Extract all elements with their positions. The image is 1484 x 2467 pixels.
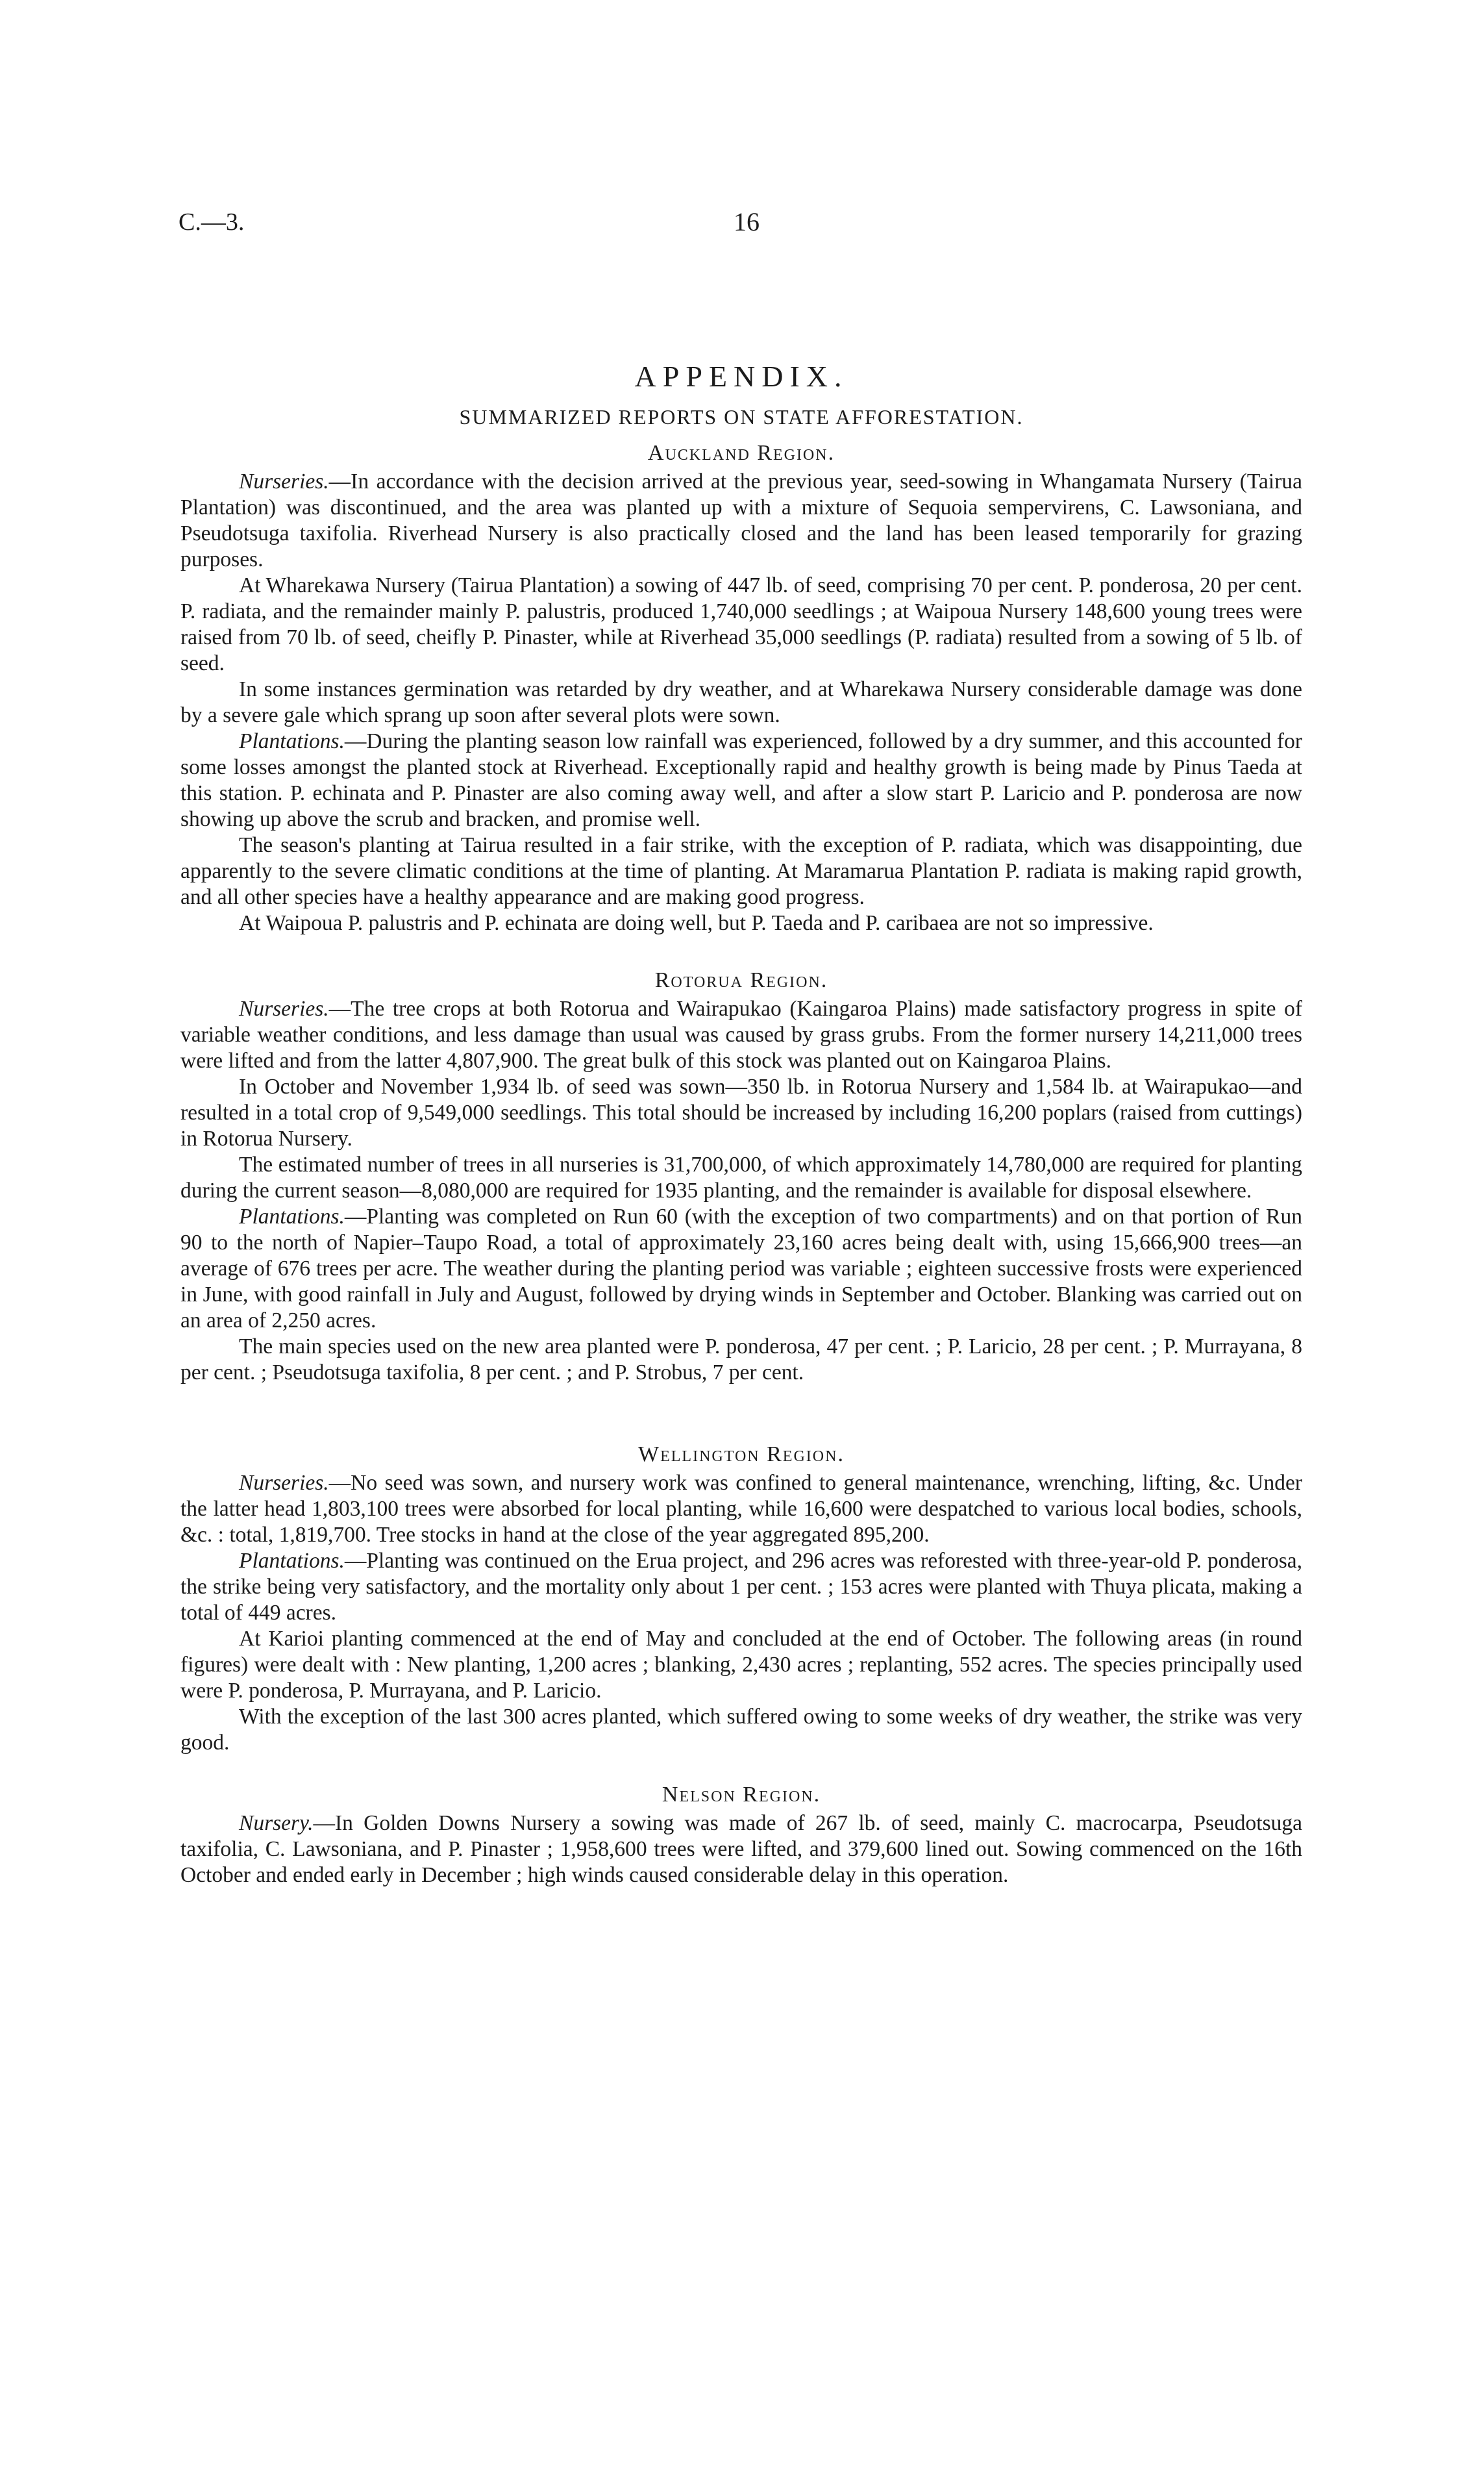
paragraph-lead: Plantations. (239, 729, 345, 753)
paragraph-text: —In accordance with the decision arrived at the previous year, seed-sowing in Whangamata Nursery (Tairua Plantation) was discontinued, and the area was planted up with a mixture of Sequoia sempervirens, C. Lawsoniana, and Pseudotsuga taxifolia. Riverhead Nursery is also practically closed and the land has been leased temporarily for grazing purposes. (180, 470, 1302, 571)
wellington-section (180, 1442, 1302, 1756)
paragraph: In October and November 1,934 lb. of seed was sown—350 lb. in Rotorua Nursery and 1,584 lb. at Wairapukao—and resulted in a total crop of 9,549,000 seedlings. This total should be increased by including 16,200 poplars (raised from cuttings) in Rotorua Nursery. (180, 1075, 1302, 1151)
paragraph-lead: Plantations. (239, 1205, 345, 1229)
paragraph (180, 1470, 1302, 1548)
paragraph (180, 1204, 1302, 1334)
rotorua-section (180, 968, 1302, 1386)
paragraph-lead: Nurseries. (239, 997, 329, 1021)
paragraph: At Wharekawa Nursery (Tairua Plantation) a sowing of 447 lb. of seed, comprising 70 per cent. P. ponderosa, 20 per cent. P. radiata, and the remainder mainly P. palustris, produced 1,740,000 seedlings ; at Waipoua Nursery 148,600 young trees were raised from 70 lb. of seed, cheifly P. Pinaster, while at Riverhead 35,000 seedlings (P. radiata) resulted from a sowing of 5 lb. of seed. (180, 573, 1302, 675)
paragraph-lead: Nursery. (239, 1811, 314, 1835)
paragraph-text: —No seed was sown, and nursery work was confined to general maintenance, wrenching, lifting, &c. Under the latter head 1,803,100 trees were absorbed for local planting, while 16,600 were despatched to various local bodies, schools, &c. : total, 1,819,700. Tree stocks in hand at the close of the year aggregated 895,200. (180, 1471, 1302, 1547)
paragraph-text: —During the planting season low rainfall was experienced, followed by a dry summer, and this accounted for some losses amongst the planted stock at Riverhead. Exceptionally rapid and healthy growth is being made by Pinus Taeda at this station. P. echinata and P. Pinaster are also coming away well, and after a slow start P. Laricio and P. ponderosa are now showing up above the scrub and bracken, and promise well. (180, 729, 1302, 831)
nelson-section (180, 1782, 1302, 1888)
auckland-section (180, 440, 1302, 936)
region-heading-auckland: Auckland Region. (647, 441, 835, 465)
region-heading-rotorua: Rotorua Region. (654, 968, 828, 992)
paragraph: The estimated number of trees in all nurseries is 31,700,000, of which approximately 14,780,000 are required for planting during the current season—8,080,000 are required for 1935 planting, and the remainder is available for disposal elsewhere. (180, 1153, 1302, 1203)
paragraph (180, 1810, 1302, 1888)
region-heading-nelson: Nelson Region. (662, 1783, 821, 1807)
paragraph-text: —The tree crops at both Rotorua and Wairapukao (Kaingaroa Plains) made satisfactory progress in spite of variable weather conditions, and less damage than usual was caused by grass grubs. From the former nursery 14,211,000 trees were lifted and from the latter 4,807,900. The great bulk of this stock was planted out on Kaingaroa Plains. (180, 997, 1302, 1073)
paragraph (180, 469, 1302, 573)
appendix-subtitle: SUMMARIZED REPORTS ON STATE AFFORESTATION. (459, 405, 1024, 429)
paragraph (180, 729, 1302, 833)
paragraph-text: —Planting was completed on Run 60 (with the exception of two compartments) and on that portion of Run 90 to the north of Napier–Taupo Road, a total of approximately 23,160 acres being dealt with, using 15,666,900 trees—an average of 676 trees per acre. The weather during the planting period was variable ; eighteen successive frosts were experienced in June, with good rainfall in July and August, followed by drying winds in September and October. Blanking was carried out on an area of 2,250 acres. (180, 1205, 1302, 1333)
paragraph-lead: Nurseries. (239, 1471, 329, 1495)
region-heading-wellington: Wellington Region. (638, 1442, 845, 1466)
paragraph: At Karioi planting commenced at the end of May and concluded at the end of October. The following areas (in round figures) were dealt with : New planting, 1,200 acres ; blanking, 2,430 acres ; replanting, 552 acres. The species principally used were P. ponderosa, P. Murrayana, and P. Laricio. (180, 1627, 1302, 1703)
document-body (180, 360, 1302, 1888)
paragraph (180, 1548, 1302, 1626)
paragraph-text: —Planting was continued on the Erua project, and 296 acres was reforested with three-year-old P. ponderosa, the strike being very satisfactory, and the mortality only about 1 per cent. ; 153 acres were planted with Thuya plicata, making a total of 449 acres. (180, 1549, 1302, 1625)
paragraph: At Waipoua P. palustris and P. echinata are doing well, but P. Taeda and P. caribaea are not so impressive. (239, 911, 1154, 935)
paragraph: The main species used on the new area planted were P. ponderosa, 47 per cent. ; P. Laricio, 28 per cent. ; P. Murrayana, 8 per cent. ; Pseudotsuga taxifolia, 8 per cent. ; and P. Strobus, 7 per cent. (180, 1334, 1302, 1384)
report-code: C.—3. (179, 208, 245, 236)
page-number: 16 (734, 207, 760, 236)
paragraph: In some instances germination was retarded by dry weather, and at Wharekawa Nursery considerable damage was done by a severe gale which sprang up soon after several plots were sown. (180, 677, 1302, 727)
paragraph-text: —In Golden Downs Nursery a sowing was made of 267 lb. of seed, mainly C. macrocarpa, Pseudotsuga taxifolia, C. Lawsoniana, and P. Pinaster ; 1,958,600 trees were lifted, and 379,600 lined out. Sowing commenced on the 16th October and ended early in December ; high winds caused considerable delay in this operation. (180, 1811, 1302, 1887)
paragraph: With the exception of the last 300 acres planted, which suffered owing to some weeks of dry weather, the strike was very good. (180, 1705, 1302, 1755)
appendix-title: APPENDIX. (634, 360, 848, 393)
paragraph-lead: Nurseries. (239, 470, 329, 494)
paragraph: The season's planting at Tairua resulted in a fair strike, with the exception of P. radiata, which was disappointing, due apparently to the severe climatic conditions at the time of planting. At Maramarua Plantation P. radiata is making rapid growth, and all other species have a healthy appearance and are making good progress. (180, 833, 1302, 909)
paragraph (180, 996, 1302, 1074)
paragraph-lead: Plantations. (239, 1549, 345, 1573)
